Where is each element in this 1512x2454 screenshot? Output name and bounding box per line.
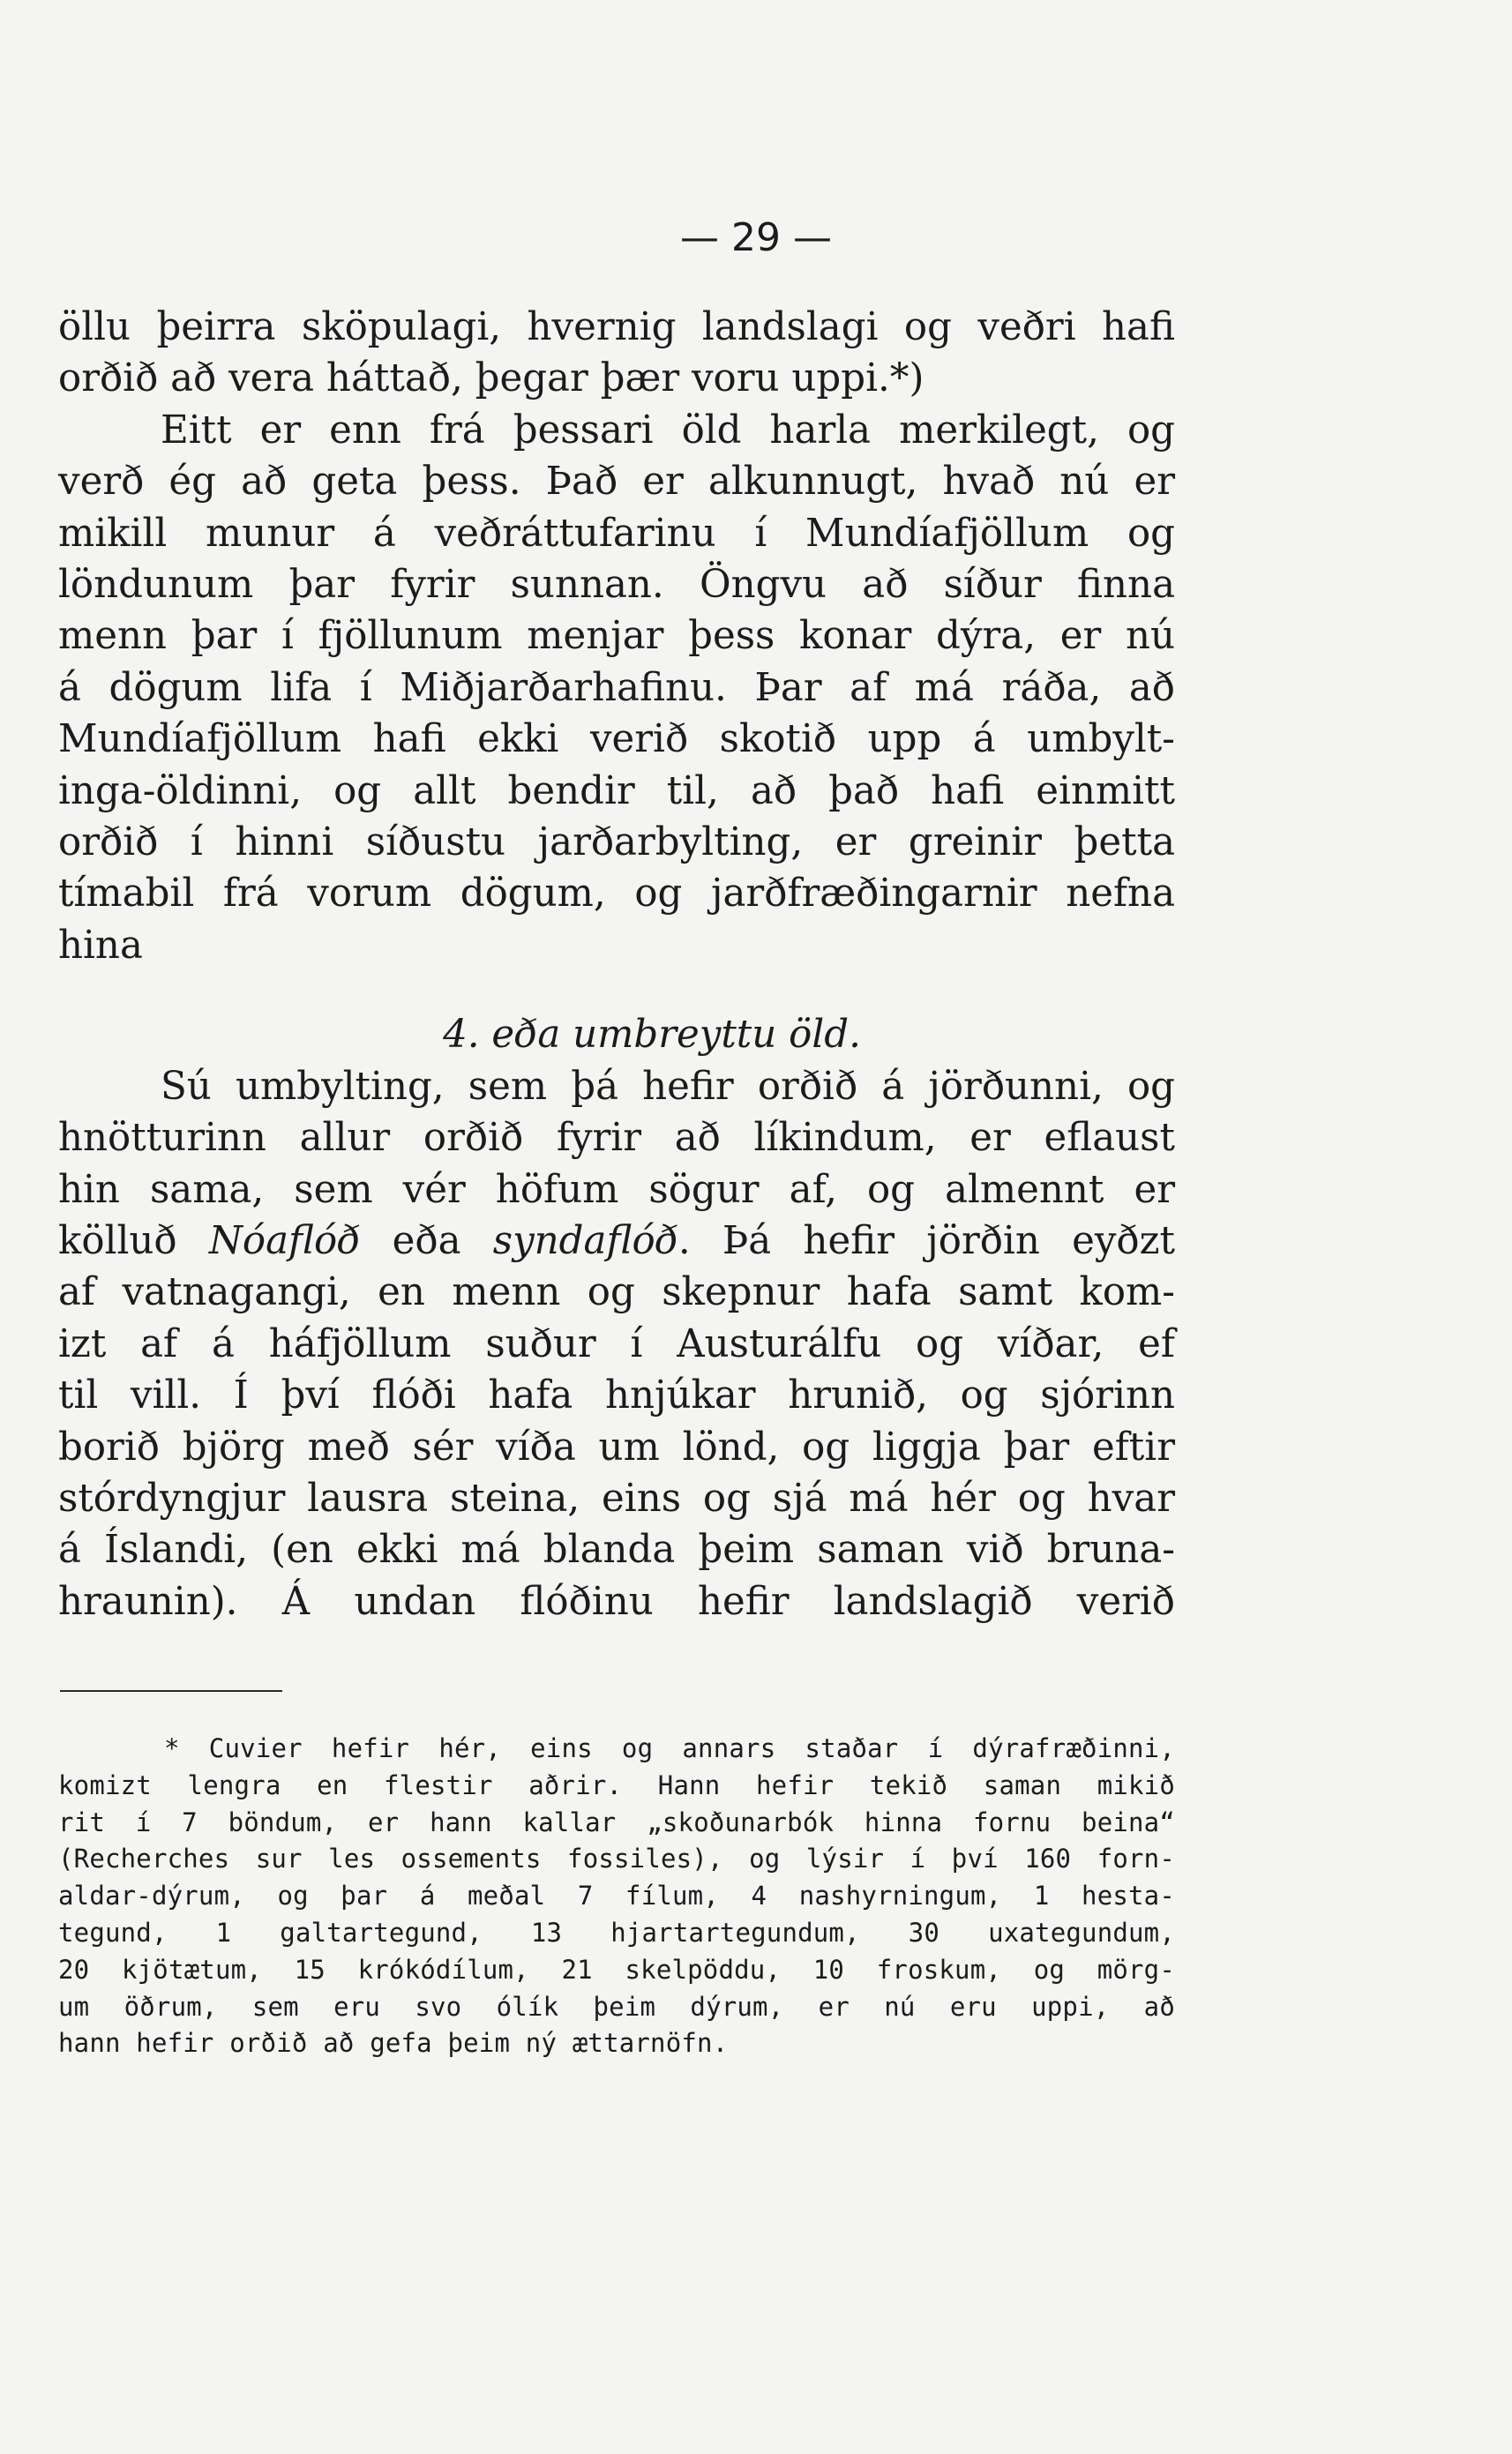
text-line: inga-öldinni, og allt bendir til, að það hafi einmitt [58, 768, 1175, 813]
text-line: af vatnagangi, en menn og skepnur hafa samt kom- [58, 1270, 1175, 1315]
footnote-divider [60, 1690, 282, 1692]
text-line: mikill munur á veðráttufarinu í Mundíafjöllum og [58, 511, 1175, 556]
footnote-line: komizt lengra en flestir aðrir. Hann hefir tekið saman mikið [58, 1769, 1175, 1800]
text-fragment: kölluð [58, 1218, 209, 1263]
footnote [58, 1731, 1175, 2062]
footnote-line: (Recherches sur les ossements fossiles), og lýsir í því 160 forn- [58, 1844, 1175, 1874]
footnote-line: 20 kjötætum, 15 krókódílum, 21 skelpöddu, 10 froskum, og mörg- [58, 1954, 1175, 1985]
text-line: á Íslandi, (en ekki má blanda þeim saman við bruna- [58, 1528, 1175, 1573]
body-text [58, 302, 1175, 1627]
text-line: izt af á háfjöllum suður í Austurálfu og víðar, ef [58, 1321, 1175, 1366]
text-line: orðið í hinni síðustu jarðarbylting, er greinir þetta [58, 820, 1175, 865]
text-line: menn þar í fjöllunum menjar þess konar dýra, er nú [58, 614, 1175, 659]
text-line: Eitt er enn frá þessari öld harla merkilegt, og [161, 408, 1175, 453]
section-heading: 4. eða umbreyttu öld. [443, 1013, 861, 1058]
footnote-line: * Cuvier hefir hér, eins og annars staðar í dýrafræðinni, [164, 1733, 1175, 1763]
footnote-line: um öðrum, sem eru svo ólík þeim dýrum, er nú eru uppi, að [58, 1991, 1175, 2022]
text-line: hin sama, sem vér höfum sögur af, og almennt er [58, 1167, 1175, 1212]
text-line: borið björg með sér víða um lönd, og liggja þar eftir [58, 1425, 1175, 1470]
text-line: öllu þeirra sköpulagi, hvernig landslagi og veðri hafi [58, 305, 1175, 349]
text-line-with-terms [58, 1216, 1175, 1267]
footnote-line: rit í 7 böndum, er hann kallar „skoðunarbók hinna fornu beina“ [58, 1807, 1175, 1837]
text-line: Mundíafjöllum hafi ekki verið skotið upp á umbylt- [58, 717, 1175, 762]
text-line: löndunum þar fyrir sunnan. Öngvu að síður finna [58, 563, 1175, 608]
text-line: Sú umbylting, sem þá hefir orðið á jörðunni, og [161, 1064, 1175, 1109]
footnote-line: tegund, 1 galtartegund, 13 hjartartegundum, 30 uxategundum, [58, 1917, 1175, 1948]
text-line: stórdyngjur lausra steina, eins og sjá má hér og hvar [58, 1476, 1175, 1521]
text-line: tímabil frá vorum dögum, og jarðfræðingarnir nefna [58, 872, 1175, 917]
text-fragment: . Þá hefir jörðin eyðzt [677, 1218, 1175, 1263]
text-line: orðið að vera háttað, þegar þær voru uppi.*) [58, 356, 924, 401]
text-line: verð ég að geta þess. Það er alkunnugt, hvað nú er [58, 460, 1175, 505]
footnote-line: hann hefir orðið að gefa þeim ný ættarnöfn. [58, 2028, 729, 2059]
text-line: á dögum lifa í Miðjarðarhafinu. Þar af má ráða, að [58, 665, 1175, 710]
text-line: hraunin). Á undan flóðinu hefir landslagið verið [58, 1579, 1175, 1624]
page-number: — 29 — [680, 215, 832, 260]
text-line: til vill. Í því flóði hafa hnjúkar hrunið, og sjórinn [58, 1373, 1175, 1418]
term-noaflod: Nóaflóð [208, 1218, 361, 1263]
term-syndaflod: syndaflóð [492, 1218, 678, 1263]
text-fragment: eða [360, 1218, 493, 1263]
text-line: hnötturinn allur orðið fyrir að líkindum, er eflaust [58, 1116, 1175, 1161]
footnote-line: aldar-dýrum, og þar á meðal 7 fílum, 4 nashyrningum, 1 hesta- [58, 1881, 1175, 1912]
text-line: hina [58, 923, 143, 968]
